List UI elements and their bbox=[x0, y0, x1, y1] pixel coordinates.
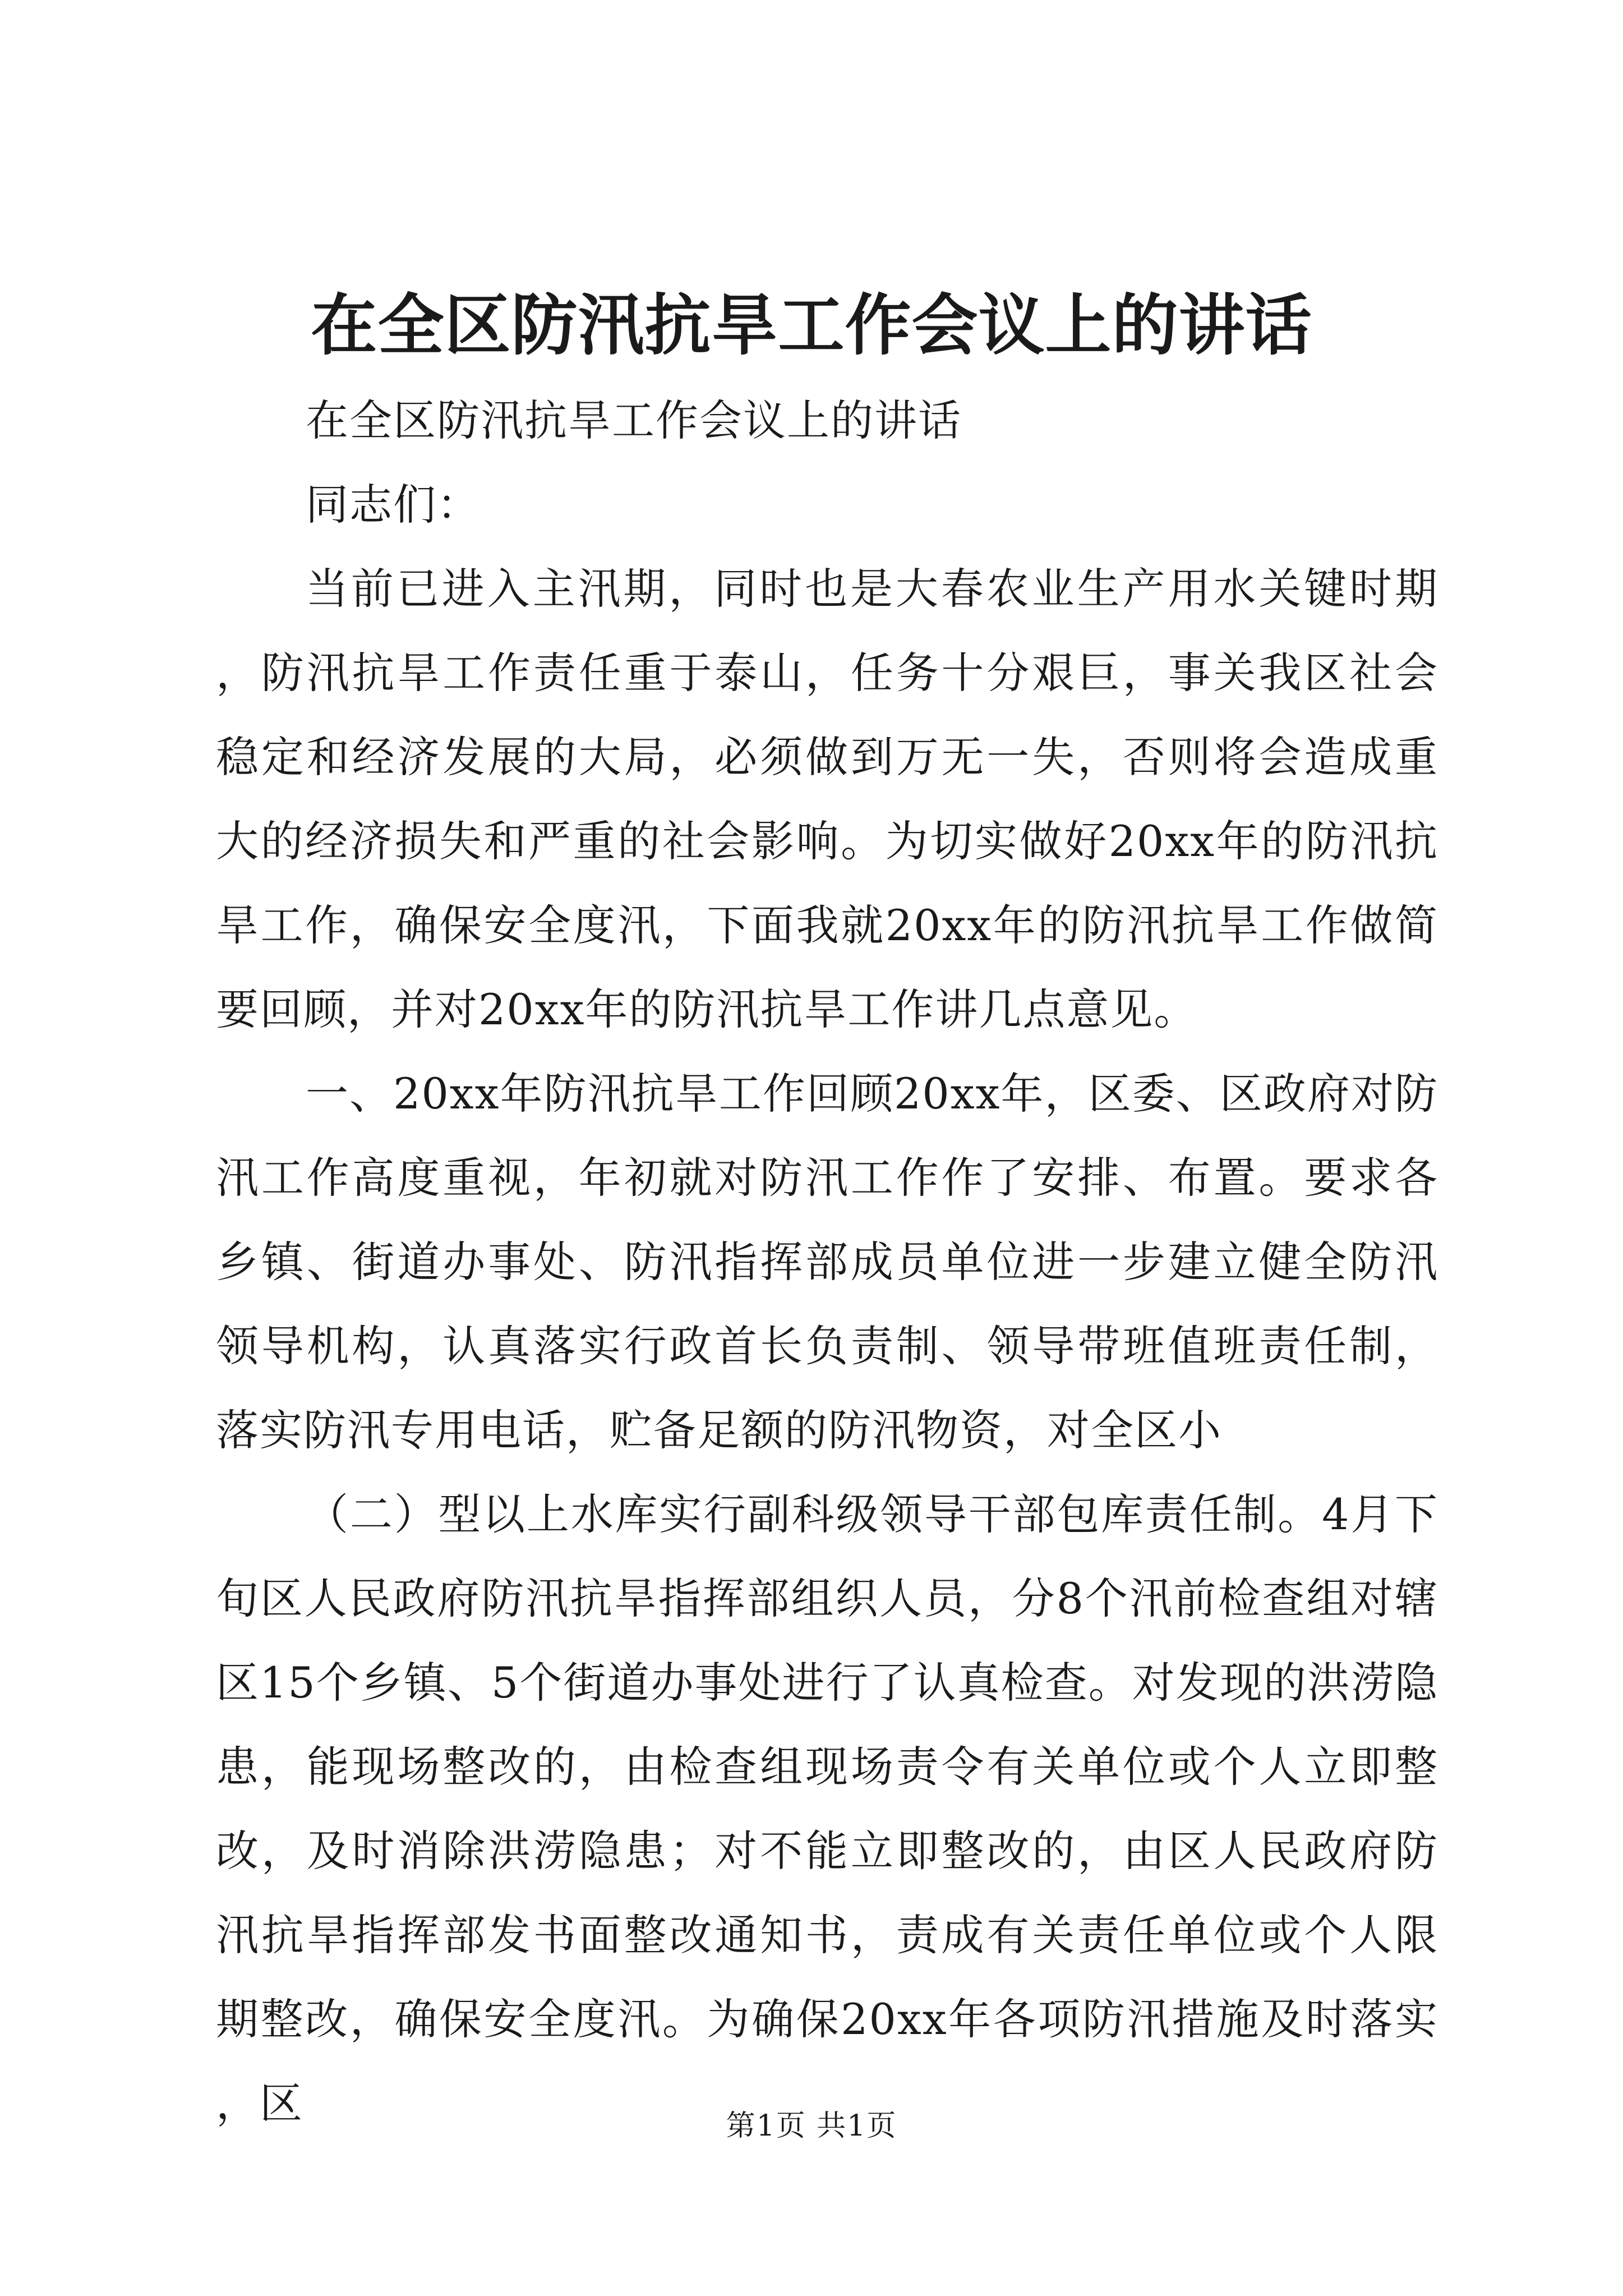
document-body bbox=[216, 379, 1438, 2146]
paragraph-intro: 当前已进入主汛期，同时也是大春农业生产用水关键时期，防汛抗旱工作责任重于泰山，任务十分艰巨，事关我区社会稳定和经济发展的大局，必须做到万无一失，否则将会造成重大的经济损失和严重的社会影响。为切实做好20xx年的防汛抗旱工作，确保安全度汛，下面我就20xx年的防汛抗旱工作做简要回顾，并对20xx年的防汛抗旱工作讲几点意见。 bbox=[216, 564, 1438, 1034]
page-footer: 第1页 共1页 bbox=[726, 2109, 897, 2143]
paragraph-salutation: 同志们： bbox=[306, 480, 481, 530]
document-title: 在全区防汛抗旱工作会议上的讲话 bbox=[311, 286, 1312, 364]
paragraph-inspection: （二）型以上水库实行副科级领导干部包库责任制。4月下旬区人民政府防汛抗旱指挥部组织人员，分8个汛前检查组对辖区15个乡镇、5个街道办事处进行了认真检查。对发现的洪涝隐患，能现场整改的，由检查组现场责令有关单位或个人立即整改，及时消除洪涝隐患；对不能立即整改的，由区人民政府防汛抗旱指挥部发书面整改通知书，责成有关责任单位或个人限期整改，确保安全度汛。为确保20xx年各项防汛措施及时落实，区 bbox=[216, 1489, 1438, 2128]
paragraph-review: 一、20xx年防汛抗旱工作回顾20xx年，区委、区政府对防汛工作高度重视，年初就对防汛工作作了安排、布置。要求各乡镇、街道办事处、防汛指挥部成员单位进一步建立健全防汛领导机构，认真落实行政首长负责制、领导带班值班责任制，落实防汛专用电话，贮备足额的防汛物资，对全区小 bbox=[216, 1069, 1438, 1455]
paragraph-subtitle: 在全区防汛抗旱工作会议上的讲话 bbox=[306, 395, 962, 445]
